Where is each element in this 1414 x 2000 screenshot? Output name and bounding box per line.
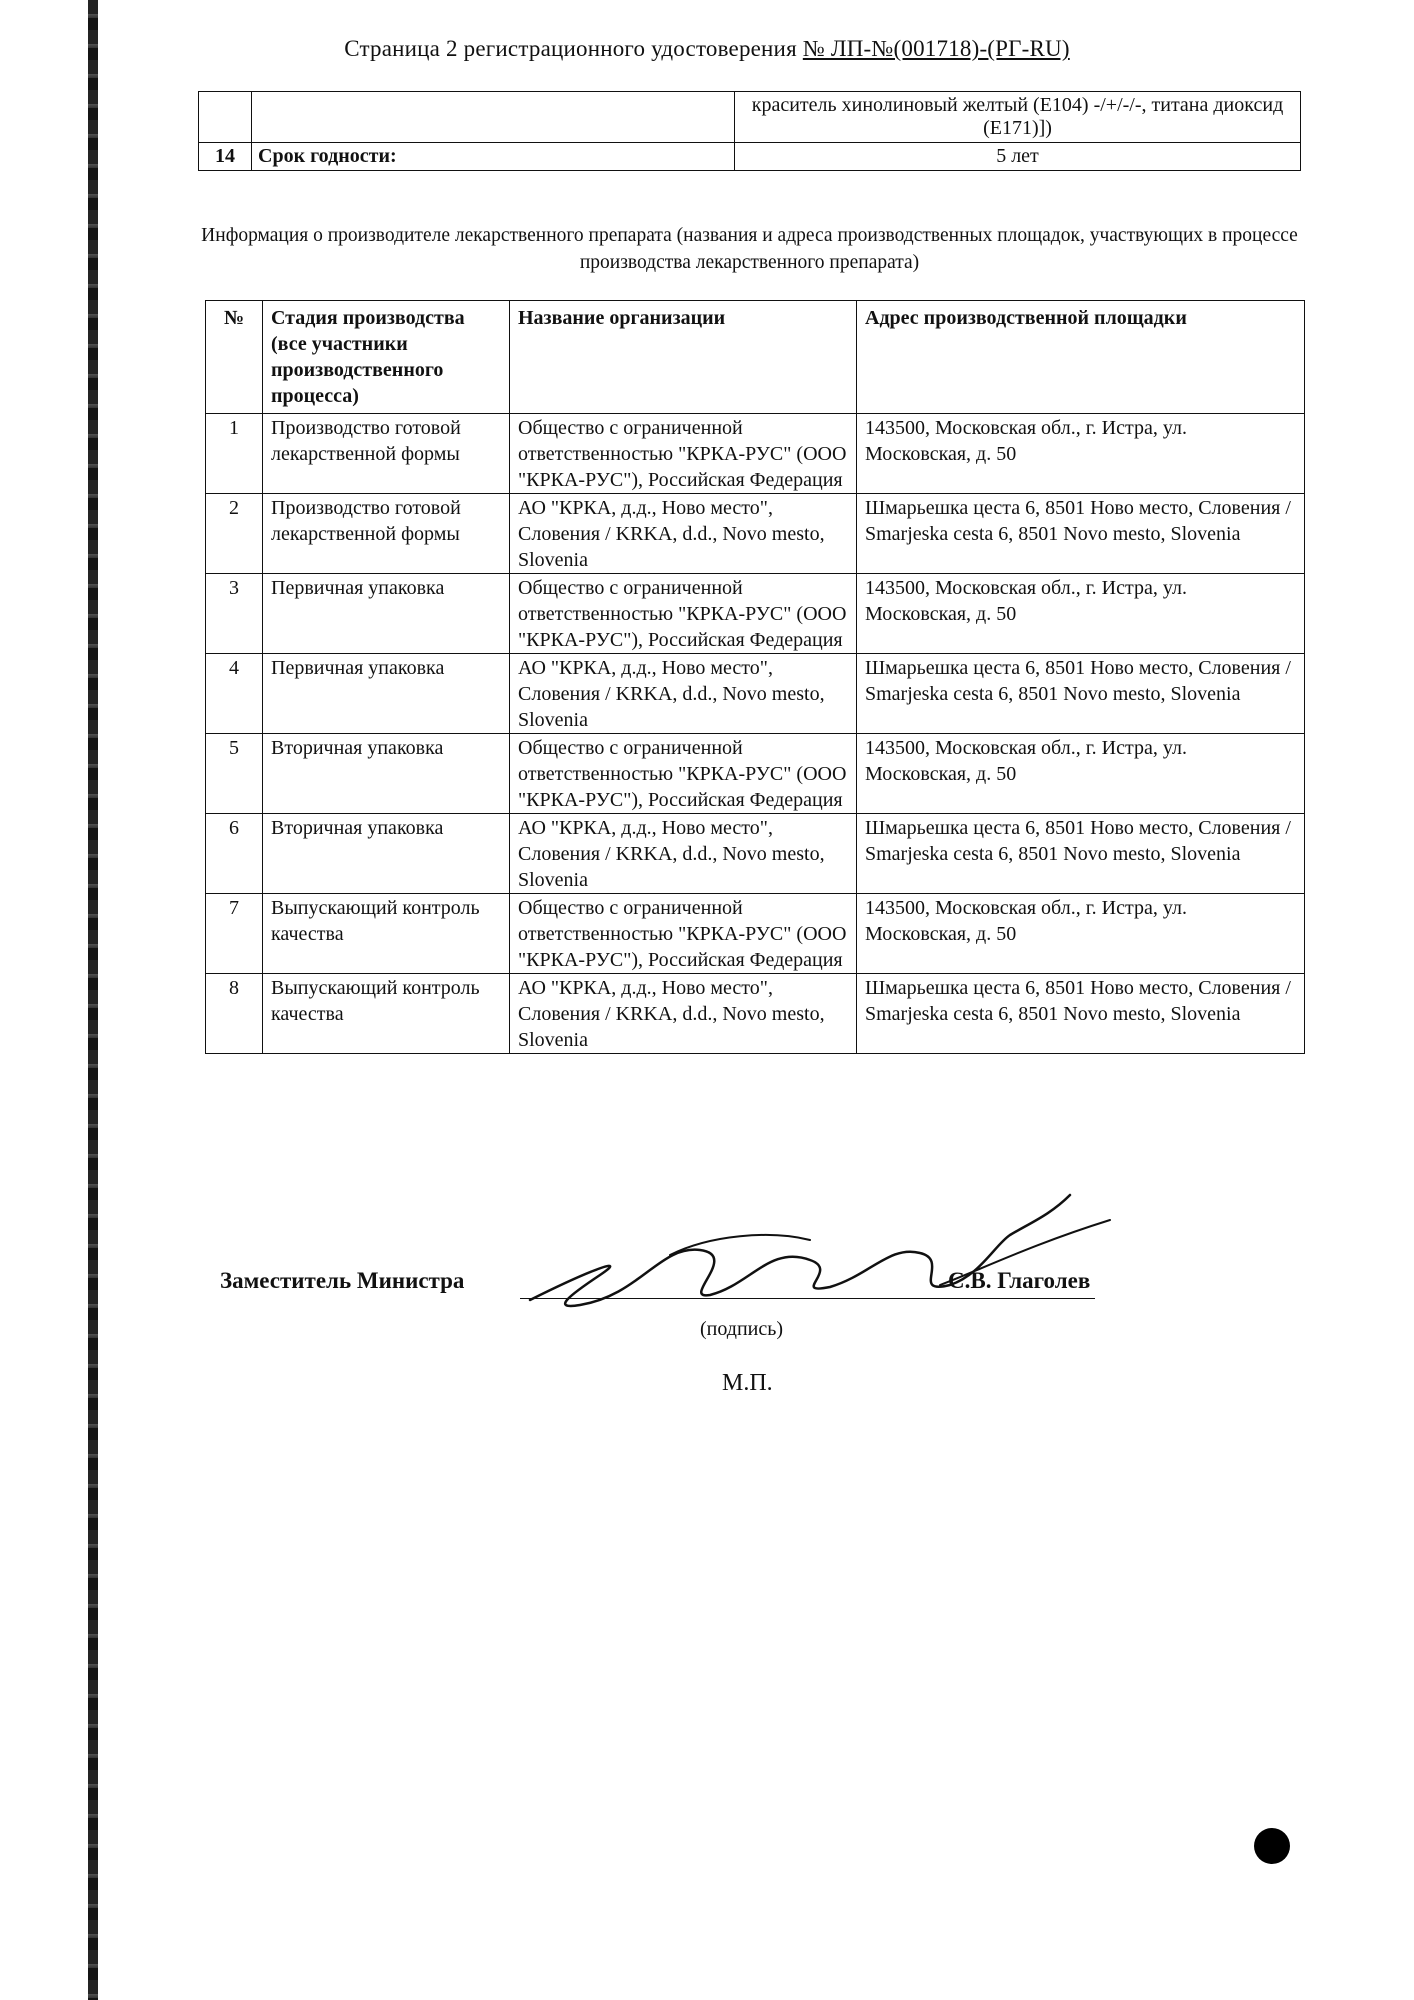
scan-edge-bar: [88, 0, 98, 2000]
header-address: Адрес производственной площадки: [857, 301, 1305, 414]
header-stage: Стадия производства (все участники производственного процесса): [263, 301, 510, 414]
cell-stage: Производство готовой лекарственной формы: [263, 414, 510, 494]
cell-address: Шмарьешка цеста 6, 8501 Ново место, Словения / Smarjeska cesta 6, 8501 Novo mesto, Slovenia: [857, 974, 1305, 1054]
cell-stage: Первичная упаковка: [263, 574, 510, 654]
signatory-title: Заместитель Министра: [220, 1268, 465, 1293]
cell-stage: Выпускающий контроль качества: [263, 894, 510, 974]
row-label: [252, 92, 735, 143]
table-row: [206, 654, 1305, 734]
stamp-place: М.П.: [722, 1370, 773, 1396]
cell-address: 143500, Московская обл., г. Истра, ул. Московская, д. 50: [857, 574, 1305, 654]
cell-org: Общество с ограниченной ответственностью "КРКА-РУС" (ООО "КРКА-РУС"), Российская Федерация: [510, 414, 857, 494]
header-num: №: [206, 301, 263, 414]
cell-stage: Вторичная упаковка: [263, 814, 510, 894]
cell-num: 6: [206, 814, 263, 894]
row-value: краситель хинолиновый желтый (E104) -/+/-/-, титана диоксид (E171)]): [735, 92, 1301, 143]
table-row: [206, 734, 1305, 814]
cell-org: АО "КРКА, д.д., Ново место", Словения / KRKA, d.d., Novo mesto, Slovenia: [510, 654, 857, 734]
cell-org: Общество с ограниченной ответственностью "КРКА-РУС" (ООО "КРКА-РУС"), Российская Федерация: [510, 894, 857, 974]
page-header: [0, 36, 1414, 62]
table-row: [199, 92, 1301, 143]
cell-num: 8: [206, 974, 263, 1054]
signatory-name: С.В. Глаголев: [948, 1268, 1091, 1293]
cell-address: 143500, Московская обл., г. Истра, ул. Московская, д. 50: [857, 894, 1305, 974]
manufacturer-info: Информация о производителе лекарственного препарата (названия и адреса производственных площадок, участвующих в процессе производства лекарственного препарата): [201, 225, 1298, 273]
cell-stage: Выпускающий контроль качества: [263, 974, 510, 1054]
cell-num: 4: [206, 654, 263, 734]
cell-address: 143500, Московская обл., г. Истра, ул. Московская, д. 50: [857, 734, 1305, 814]
table-row: [206, 814, 1305, 894]
signature-line: [520, 1298, 1095, 1299]
cell-address: Шмарьешка цеста 6, 8501 Ново место, Словения / Smarjeska cesta 6, 8501 Novo mesto, Slovenia: [857, 814, 1305, 894]
table-row: [206, 574, 1305, 654]
signature-caption: (подпись): [700, 1318, 784, 1340]
cell-org: АО "КРКА, д.д., Ново место", Словения / KRKA, d.d., Novo mesto, Slovenia: [510, 974, 857, 1054]
manufacturer-table: [205, 300, 1305, 1054]
cell-org: Общество с ограниченной ответственностью "КРКА-РУС" (ООО "КРКА-РУС"), Российская Федерация: [510, 574, 857, 654]
cell-stage: Первичная упаковка: [263, 654, 510, 734]
scan-dot-mark: [1254, 1828, 1290, 1864]
registration-number: № ЛП-№(001718)-(РГ-RU): [802, 36, 1070, 61]
table-row: [206, 894, 1305, 974]
row-label: Срок годности:: [252, 143, 735, 171]
cell-org: АО "КРКА, д.д., Ново место", Словения / KRKA, d.d., Novo mesto, Slovenia: [510, 814, 857, 894]
row-number: [199, 92, 252, 143]
cell-num: 1: [206, 414, 263, 494]
table-header-row: [206, 301, 1305, 414]
cell-org: АО "КРКА, д.д., Ново место", Словения / KRKA, d.d., Novo mesto, Slovenia: [510, 494, 857, 574]
header-org: Название организации: [510, 301, 857, 414]
cell-org: Общество с ограниченной ответственностью "КРКА-РУС" (ООО "КРКА-РУС"), Российская Федерация: [510, 734, 857, 814]
cell-stage: Производство готовой лекарственной формы: [263, 494, 510, 574]
row-number: 14: [199, 143, 252, 171]
cell-num: 3: [206, 574, 263, 654]
header-prefix: Страница 2 регистрационного удостоверения: [344, 36, 797, 61]
table-row: [199, 143, 1301, 171]
cell-address: Шмарьешка цеста 6, 8501 Ново место, Словения / Smarjeska cesta 6, 8501 Novo mesto, Slovenia: [857, 494, 1305, 574]
cell-address: 143500, Московская обл., г. Истра, ул. Московская, д. 50: [857, 414, 1305, 494]
row-value: 5 лет: [735, 143, 1301, 171]
cell-num: 5: [206, 734, 263, 814]
summary-table: [198, 91, 1301, 171]
cell-stage: Вторичная упаковка: [263, 734, 510, 814]
table-row: [206, 974, 1305, 1054]
table-row: [206, 494, 1305, 574]
table-row: [206, 414, 1305, 494]
cell-num: 7: [206, 894, 263, 974]
cell-address: Шмарьешка цеста 6, 8501 Ново место, Словения / Smarjeska cesta 6, 8501 Novo mesto, Slovenia: [857, 654, 1305, 734]
cell-num: 2: [206, 494, 263, 574]
signature-block: [220, 1268, 1140, 1328]
